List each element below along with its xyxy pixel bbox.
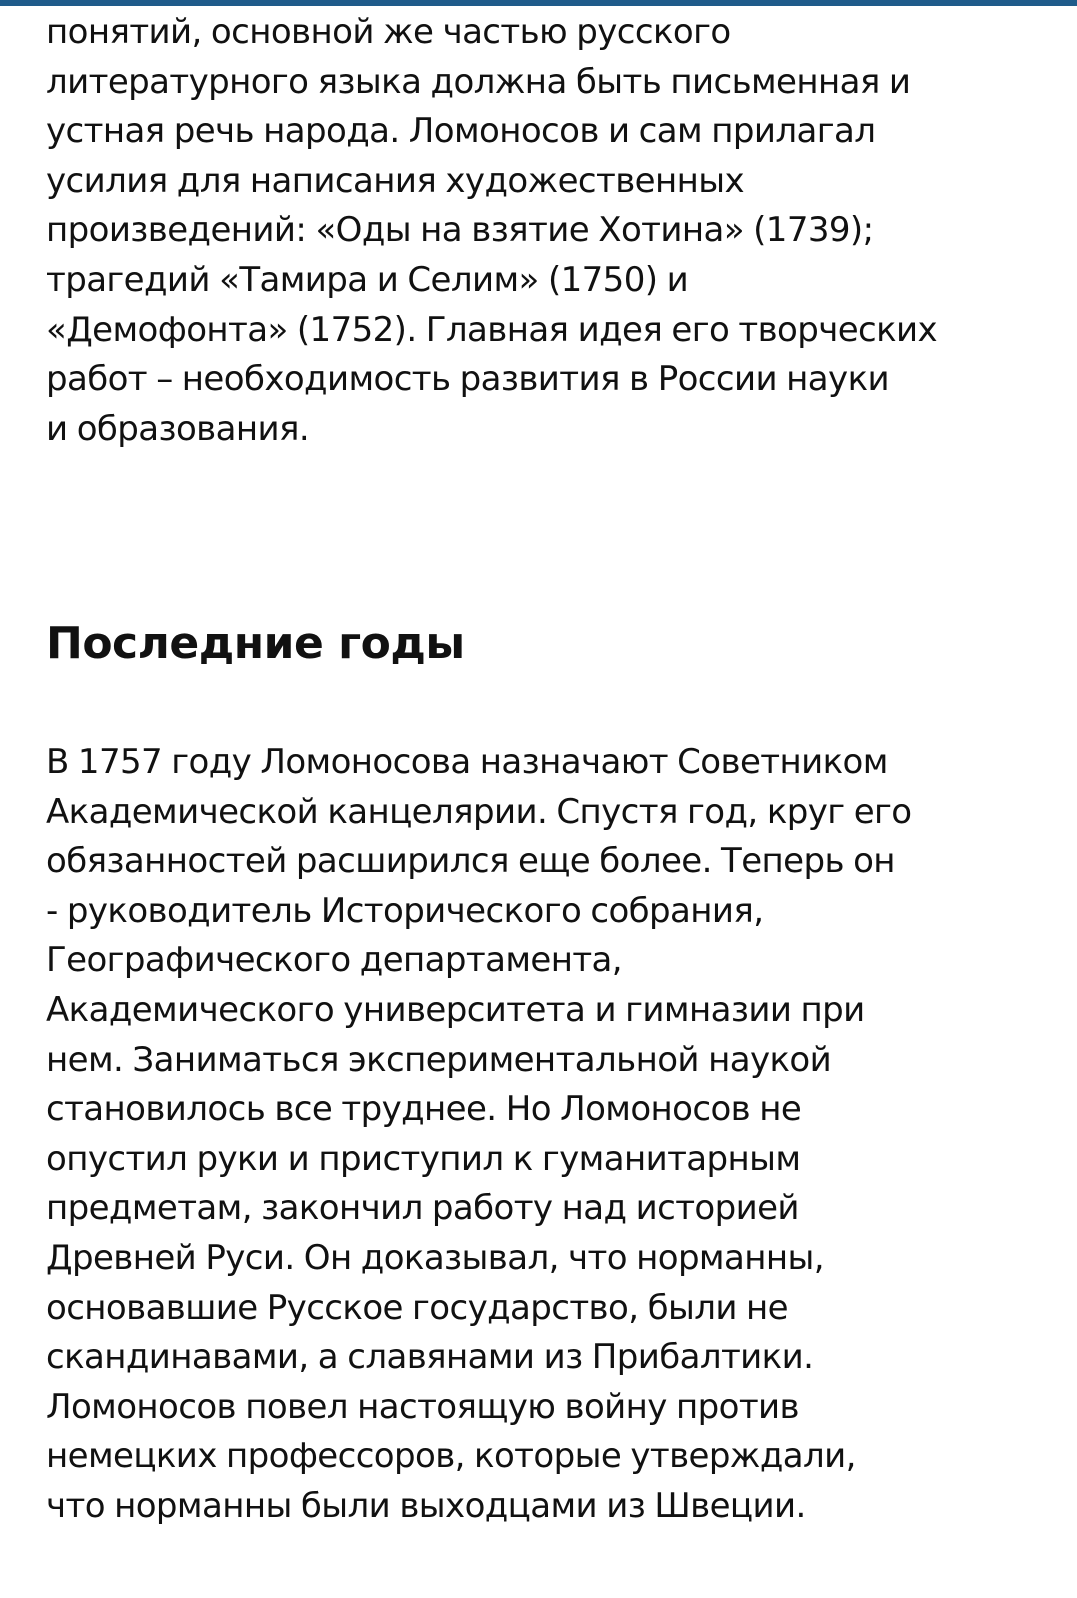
text-line: понятий, основной же частью русского bbox=[46, 12, 731, 52]
text-line: основавшие Русское государство, были не bbox=[46, 1287, 788, 1328]
text-line: опустил руки и приступил к гуманитарным bbox=[46, 1138, 801, 1179]
text-line: и образования. bbox=[46, 408, 310, 449]
text-line: становилось все труднее. Но Ломоносов не bbox=[46, 1089, 802, 1130]
section-heading: Последние годы bbox=[46, 618, 465, 669]
text-line: литературного языка должна быть письменная и bbox=[46, 61, 911, 102]
text-line: произведений: «Оды на взятие Хотина» (1739); bbox=[46, 210, 874, 251]
text-line: трагедий «Тамира и Селим» (1750) и bbox=[46, 259, 689, 300]
text-line: предметам, закончил работу над историей bbox=[46, 1188, 799, 1229]
text-line: - руководитель Исторического собрания, bbox=[46, 890, 764, 931]
text-line: Академического университета и гимназии при bbox=[46, 989, 865, 1030]
text-line: Академической канцелярии. Спустя год, круг его bbox=[46, 791, 912, 832]
text-line: Древней Руси. Он доказывал, что норманны, bbox=[46, 1237, 824, 1278]
text-line: обязанностей расширился еще более. Теперь он bbox=[46, 841, 895, 882]
intro-paragraph bbox=[46, 8, 1036, 454]
article-body bbox=[46, 6, 1036, 1526]
text-line: «Демофонта» (1752). Главная идея его творческих bbox=[46, 309, 938, 350]
text-line: устная речь народа. Ломоносов и сам прилагал bbox=[46, 111, 876, 152]
text-line: немецких профессоров, которые утверждали, bbox=[46, 1436, 856, 1477]
section-paragraph bbox=[46, 738, 912, 1532]
text-line: работ – необходимость развития в России науки bbox=[46, 359, 889, 400]
text-line: что норманны были выходцами из Швеции. bbox=[46, 1485, 806, 1526]
text-line: усилия для написания художественных bbox=[46, 160, 744, 201]
text-line: В 1757 году Ломоносова назначают Советником bbox=[46, 742, 888, 782]
text-line: нем. Заниматься экспериментальной наукой bbox=[46, 1039, 832, 1080]
text-line: Ломоносов повел настоящую войну против bbox=[46, 1386, 799, 1427]
text-line: скандинавами, а славянами из Прибалтики. bbox=[46, 1337, 814, 1378]
text-line: Географического департамента, bbox=[46, 940, 622, 981]
